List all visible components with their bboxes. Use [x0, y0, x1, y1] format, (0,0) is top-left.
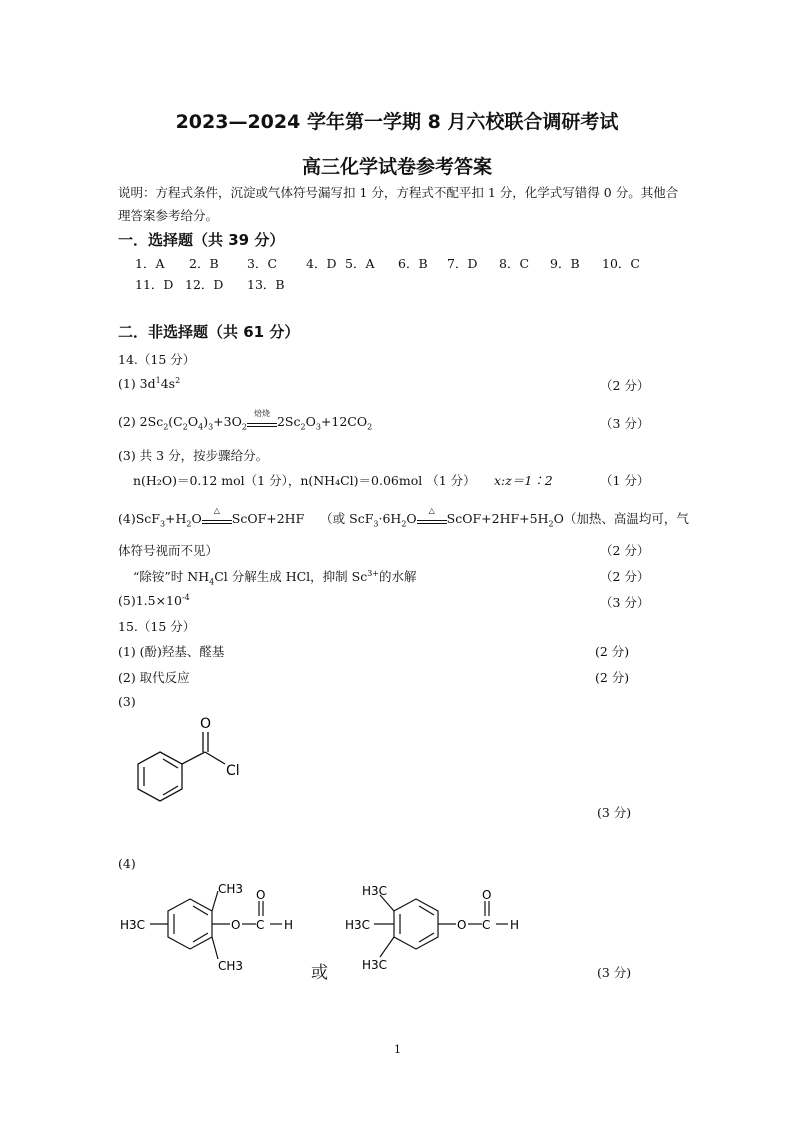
q14-part2-score: （3 分）	[600, 416, 650, 431]
exam-title: 2023—2024 学年第一学期 8 月六校联合调研考试	[175, 111, 619, 133]
ester-structure-2	[340, 873, 530, 983]
q14-part3-score: （1 分）	[600, 473, 650, 488]
q15-part4: (4)	[118, 856, 136, 871]
q15-part3: (3)	[118, 694, 136, 709]
reaction-condition-sign: 焙烧	[247, 419, 277, 427]
q14-part4-equation: $(4)ScF_3+H_2O$ △ ScOF+2HF （或 $ScF_3\cdot 6H_2O$ △ $ScOF+2HF+5H_2O$（加热、高温均可，气	[118, 505, 689, 529]
q14-part4-cont: 体符号视而不见）	[118, 543, 219, 558]
answer: 13．B	[247, 277, 285, 292]
atom-O: O	[256, 888, 266, 902]
q15-part3-score: (3 分)	[597, 805, 632, 820]
answer: 7．D	[447, 256, 478, 271]
group-h3c-top: H3C	[362, 884, 388, 898]
answer: 9．B	[550, 256, 580, 271]
choice-answers-row1	[135, 254, 640, 272]
atom-O: O	[200, 716, 212, 732]
group-h3c-bottom: H3C	[362, 958, 388, 972]
atom-H: H	[510, 918, 520, 932]
q14-part4-score2: （2 分）	[600, 569, 650, 584]
atom-C: C	[482, 918, 491, 932]
q15-part1-score: (2 分)	[595, 644, 630, 659]
or-connector: 或	[311, 963, 328, 983]
answer: 11．D	[135, 277, 174, 292]
atom-C: C	[256, 918, 265, 932]
q14-part3-line: n(H₂O)＝0.12 mol（1 分），n(NH₄Cl)＝0.06mol （1 分）	[133, 473, 476, 488]
atom-Cl: Cl	[226, 763, 240, 779]
answer: 2．B	[189, 256, 219, 271]
choice-answers-row2	[135, 275, 285, 293]
group-h3c-left: H3C	[120, 918, 146, 932]
q15-part1: (1) (酚)羟基、醛基	[118, 644, 225, 659]
atom-H: H	[284, 918, 294, 932]
q14-part2-equation: (2) $2Sc_2(C_2O_4)_3+3O_2$ 焙烧 $2Sc_2O_3+12CO_2$	[118, 408, 373, 432]
q14-part3-head: (3) 共 3 分，按步骤给分。	[118, 448, 269, 463]
q15-part4-score: (3 分)	[597, 965, 632, 980]
q14-part3-ratio: x:z＝1∶2	[494, 473, 553, 488]
q14-part5-score: （3 分）	[600, 595, 650, 610]
ester-structure-1	[118, 873, 308, 983]
grading-note: 说明：方程式条件，沉淀或气体符号漏写扣 1 分，方程式不配平扣 1 分，化学式写错得 0 分。其他合理答案参考给分。	[118, 185, 679, 223]
q15-label: 15.（15 分）	[118, 619, 196, 634]
section-choice-heading: 一．选择题（共 39 分）	[118, 231, 285, 249]
answer: 10．C	[602, 256, 640, 271]
q14-part4-score1: （2 分）	[600, 543, 650, 558]
q14-part1: (1) $3d^14s^2$	[118, 376, 181, 392]
group-ch3-top: CH3	[218, 882, 244, 896]
q14-part4-reason: “除铵”时 $NH_4Cl$ 分解生成 HCl，抑制 $Sc^{3+}$的水解	[133, 568, 417, 587]
group-ch3-bottom: CH3	[218, 959, 244, 973]
answer-key-title: 高三化学试卷参考答案	[301, 156, 492, 178]
answer: 3．C	[247, 256, 278, 271]
atom-O: O	[457, 918, 467, 932]
q14-part5: $(5)1.5\times 10^{-4}$	[118, 593, 190, 609]
page-number: 1	[394, 1043, 401, 1056]
answer: 4．D	[306, 256, 337, 271]
answer: 12．D	[185, 277, 224, 292]
atom-O: O	[231, 918, 241, 932]
answer: 5．A	[345, 256, 375, 271]
section-nonchoice-heading: 二．非选择题（共 61 分）	[118, 323, 300, 341]
q15-part2: (2) 取代反应	[118, 670, 190, 685]
q14-part1-score: （2 分）	[600, 378, 650, 393]
q14-label: 14.（15 分）	[118, 352, 196, 367]
atom-O: O	[482, 888, 492, 902]
answer: 8．C	[499, 256, 530, 271]
group-h3c-middle: H3C	[345, 918, 371, 932]
answer: 1．A	[135, 256, 165, 271]
answer: 6．B	[398, 256, 428, 271]
heating-sign: △	[202, 516, 232, 524]
benzoyl-chloride-structure	[125, 712, 255, 812]
heating-sign: △	[417, 516, 447, 524]
q15-part2-score: (2 分)	[595, 670, 630, 685]
